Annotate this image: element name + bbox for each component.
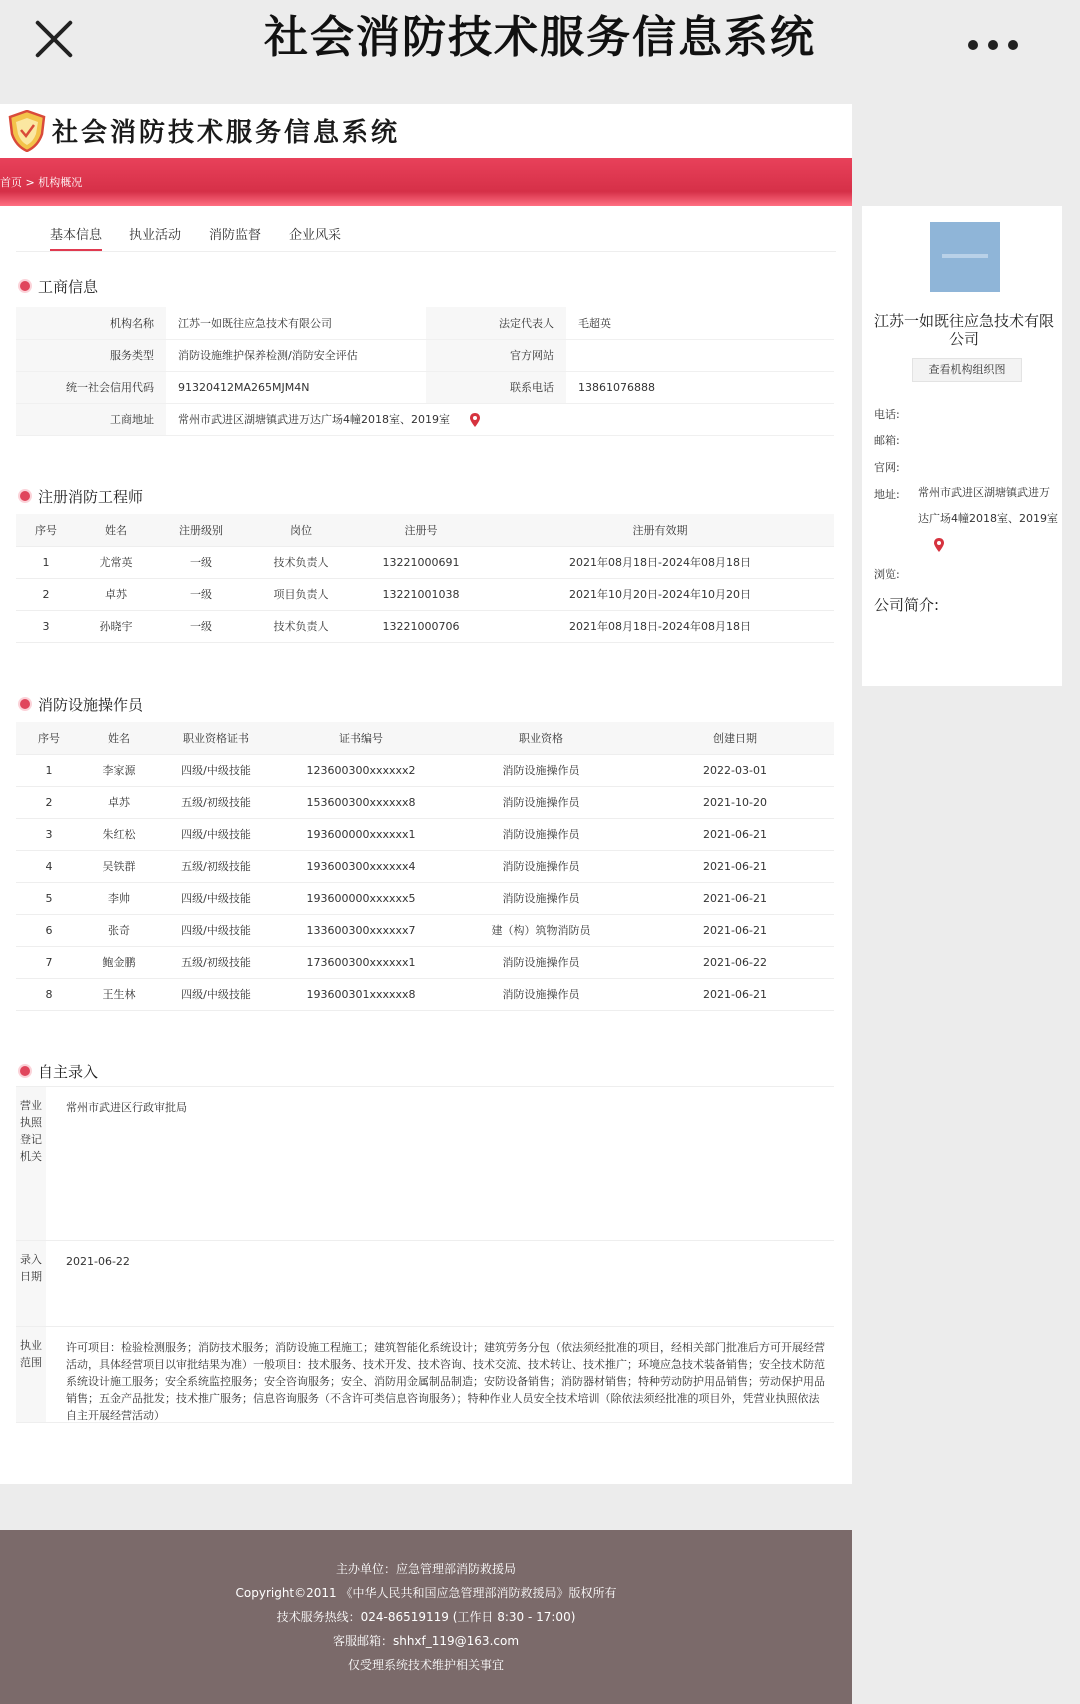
service-type-value: 消防设施维护保养检测/消防安全评估 [166,339,426,371]
sidebar-website-label: 官网: [874,461,900,474]
table-row [16,850,834,882]
more-icon[interactable] [968,28,1028,44]
cell: 消防设施操作员 [446,786,636,818]
cell: 消防设施操作员 [446,818,636,850]
footer-sponsor: 主办单位：应急管理部消防救援局 [335,1562,516,1576]
cell: 193600000xxxxxx1 [276,818,446,850]
cell: 2022-03-01 [636,754,834,786]
phone-value: 13861076888 [566,371,834,403]
cell: 李家源 [82,754,156,786]
tab-company-style[interactable]: 企业风采 [289,228,342,243]
column-header: 注册号 [356,514,486,546]
cell: 2021-06-21 [636,850,834,882]
column-header: 姓名 [82,722,156,754]
cell: 技术负责人 [246,546,356,578]
cell: 孙晓宇 [76,610,156,642]
cell: 王生林 [82,978,156,1010]
legal-rep-value: 毛超英 [566,307,834,339]
table-row [16,371,834,403]
tab-fire-supervision[interactable]: 消防监督 [209,228,262,243]
footer-email: 客服邮箱：shhxf_119@163.com [332,1634,520,1648]
entry-date-label: 录入日期 [16,1241,46,1326]
column-header: 姓名 [76,514,156,546]
cell: 2021-10-20 [636,786,834,818]
table-row [16,610,834,642]
cell: 朱红松 [82,818,156,850]
footer-copyright: Copyright©2011 《中华人民共和国应急管理部消防救援局》版权所有 [235,1586,617,1600]
table-header-row [16,514,834,546]
breadcrumb-home[interactable]: 首页 [0,176,22,189]
column-header: 序号 [16,722,82,754]
table-row [16,1087,834,1241]
legal-rep-label: 法定代表人 [426,307,566,339]
web-page [0,104,852,1484]
table-row [16,978,834,1010]
service-type-label: 服务类型 [16,339,166,371]
site-footer [0,1530,852,1704]
cell: 2021-06-21 [636,914,834,946]
cell: 一级 [156,578,246,610]
cell: 5 [16,882,82,914]
company-logo [930,222,1000,292]
cell: 193600300xxxxxx4 [276,850,446,882]
sidebar-address [918,480,1058,558]
section-title-self-entry: 自主录入 [20,1061,98,1082]
cell: 2021-06-22 [636,946,834,978]
table-header-row [16,722,834,754]
cell: 消防设施操作员 [446,946,636,978]
credit-code-label: 统一社会信用代码 [16,371,166,403]
section-title-operators: 消防设施操作员 [20,694,143,715]
cell: 2 [16,578,76,610]
cell: 卓苏 [82,786,156,818]
section-title-engineers: 注册消防工程师 [20,486,143,507]
cell: 吴铁群 [82,850,156,882]
table-row [16,818,834,850]
close-icon[interactable] [32,16,76,60]
cell: 4 [16,850,82,882]
engineers-table [16,514,834,643]
cell: 7 [16,946,82,978]
table-row [16,403,834,435]
cell: 四级/中级技能 [156,914,276,946]
cell: 153600300xxxxxx8 [276,786,446,818]
cell: 四级/中级技能 [156,882,276,914]
cell: 13221000691 [356,546,486,578]
table-row [16,754,834,786]
site-title: 社会消防技术服务信息系统 [52,118,401,148]
credit-code-value: 91320412MA265MJM4N [166,371,426,403]
column-header: 职业资格 [446,722,636,754]
table-row [16,339,834,371]
sidebar-views-label: 浏览: [874,568,900,581]
cell: 2 [16,786,82,818]
cell: 消防设施操作员 [446,754,636,786]
table-row [16,1241,834,1327]
table-row [16,786,834,818]
website-value[interactable] [566,339,834,371]
cell: 2021年10月20日-2024年10月20日 [486,578,834,610]
cell: 张奇 [82,914,156,946]
cell: 四级/中级技能 [156,818,276,850]
cell: 1 [16,546,76,578]
self-entry-table [16,1086,834,1423]
tab-practice-activities[interactable]: 执业活动 [129,228,182,243]
cell: 消防设施操作员 [446,850,636,882]
app-title: 社会消防技术服务信息系统 [264,12,816,63]
tab-bar [16,222,836,252]
table-row [16,1327,834,1423]
sidebar-email-label: 邮箱: [874,434,900,447]
column-header: 职业资格证书 [156,722,276,754]
cell: 李帅 [82,882,156,914]
cell: 8 [16,978,82,1010]
reg-authority-value: 常州市武进区行政审批局 [66,1101,187,1114]
site-header [0,104,852,158]
company-name: 江苏一如既往应急技术有限公司 [873,312,1054,348]
business-info-table [16,307,834,436]
section-title-business: 工商信息 [20,276,98,297]
cell: 3 [16,610,76,642]
cell: 五级/初级技能 [156,946,276,978]
table-row [16,914,834,946]
website-label: 官方网站 [426,339,566,371]
column-header: 创建日期 [636,722,834,754]
cell: 193600301xxxxxx8 [276,978,446,1010]
cell: 鲍金鹏 [82,946,156,978]
table-row [16,546,834,578]
breadcrumb [0,174,82,190]
cell: 2021年08月18日-2024年08月18日 [486,610,834,642]
org-name-value: 江苏一如既往应急技术有限公司 [166,307,426,339]
cell: 一级 [156,610,246,642]
org-chart-button[interactable]: 查看机构组织图 [912,358,1022,382]
cell: 四级/中级技能 [156,978,276,1010]
table-row [16,946,834,978]
cell: 一级 [156,546,246,578]
org-name-label: 机构名称 [16,307,166,339]
address-value: 常州市武进区湖塘镇武进万达广场4幢2018室、2019室 [178,413,450,426]
cell: 项目负责人 [246,578,356,610]
sidebar-intro-label: 公司简介: [874,596,940,614]
map-pin-icon[interactable] [470,413,480,427]
cell: 五级/初级技能 [156,850,276,882]
cell: 技术负责人 [246,610,356,642]
cell: 建（构）筑物消防员 [446,914,636,946]
entry-date-value: 2021-06-22 [66,1255,130,1268]
shield-logo-icon [8,110,46,152]
breadcrumb-bar [0,158,852,206]
app-bar [0,0,1080,96]
cell: 133600300xxxxxx7 [276,914,446,946]
address-cell [166,403,834,435]
footer-note: 仅受理系统技术维护相关事宜 [347,1658,504,1672]
cell: 1 [16,754,82,786]
table-row [16,882,834,914]
cell: 123600300xxxxxx2 [276,754,446,786]
scope-value: 许可项目：检验检测服务；消防技术服务；消防设施工程施工；建筑智能化系统设计；建筑劳务分包（依法须经批准的项目，经相关部门批准后方可开展经营活动，具体经营项目以审批结果为准）一般项目：技术服务、技术开发、技术咨询、技术交流、技术转让、技术推广；环境应急技术装备销售；安全技术防范系统设计施工服务；安全系统监控服务；安全咨询服务；安全、消防用金属制品制造；安防设备销售；消防器材销售；特种劳动防护用品销售；劳动保护用品销售；五金产品批发；技术推广服务；信息咨询服务（不含许可类信息咨询服务）；特种作业人员安全技术培训（除依法须经批准的项目外，凭营业执照依法自主开展经营活动） [66,1341,825,1422]
breadcrumb-current: 机构概况 [38,176,83,189]
cell: 消防设施操作员 [446,978,636,1010]
cell: 卓苏 [76,578,156,610]
cell: 五级/初级技能 [156,786,276,818]
column-header: 注册级别 [156,514,246,546]
breadcrumb-separator: > [22,176,39,189]
cell: 消防设施操作员 [446,882,636,914]
phone-label: 联系电话 [426,371,566,403]
cell: 2021年08月18日-2024年08月18日 [486,546,834,578]
cell: 6 [16,914,82,946]
cell: 尤常英 [76,546,156,578]
column-header: 岗位 [246,514,356,546]
column-header: 序号 [16,514,76,546]
sidebar-address-value: 常州市武进区湖塘镇武进万达广场4幢2018室、2019室 [918,486,1058,525]
company-sidebar [862,206,1062,686]
cell: 3 [16,818,82,850]
map-pin-icon[interactable] [934,538,944,552]
column-header: 证书编号 [276,722,446,754]
cell: 2021-06-21 [636,818,834,850]
reg-authority-label: 营业执照登记机关 [16,1087,46,1240]
address-label: 工商地址 [16,403,166,435]
cell: 173600300xxxxxx1 [276,946,446,978]
cell: 13221001038 [356,578,486,610]
table-row [16,307,834,339]
scope-label: 执业范围 [16,1327,46,1422]
sidebar-phone-label: 电话: [874,408,900,421]
tab-basic-info[interactable]: 基本信息 [50,224,102,251]
sidebar-address-label: 地址: [874,488,900,501]
footer-hotline: 技术服务热线：024-86519119 (工作日 8:30 - 17:00) [276,1610,576,1624]
cell: 2021-06-21 [636,882,834,914]
cell: 13221000706 [356,610,486,642]
cell: 四级/中级技能 [156,754,276,786]
cell: 193600000xxxxxx5 [276,882,446,914]
column-header: 注册有效期 [486,514,834,546]
table-row [16,578,834,610]
cell: 2021-06-21 [636,978,834,1010]
operators-table [16,722,834,1011]
